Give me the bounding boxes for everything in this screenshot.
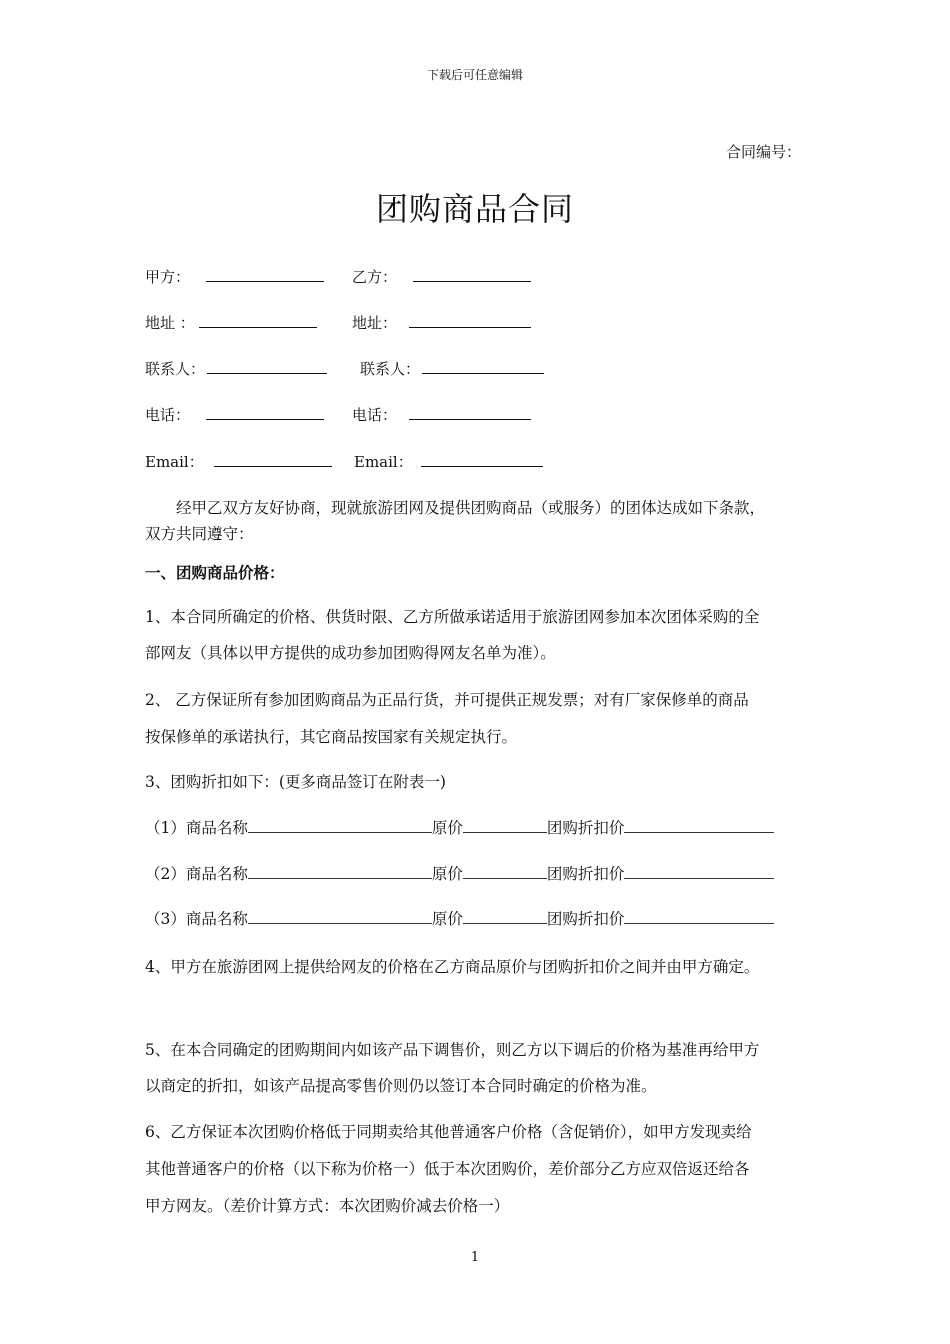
document-title: 团购商品合同 [375, 190, 574, 228]
clause-2-line-2: 按保修单的承诺执行，其它商品按国家有关规定执行。 [145, 728, 518, 746]
product-name-blank [248, 908, 432, 924]
email-a-label: Email： [145, 453, 204, 471]
clause-3-line: 3、团购折扣如下：(更多商品签订在附表一) [145, 773, 446, 791]
address-a-label: 地址 ： [145, 314, 195, 332]
clause-1-line-1: 1、本合同所确定的价格、供货时限、乙方所做承诺适用于旅游团网参加本次团体采购的全 [145, 608, 760, 626]
clause-2-line-1: 2、 乙方保证所有参加团购商品为正品行货，并可提供正规发票；对有厂家保修单的商品 [145, 691, 749, 709]
product-name-label: 商品名称 [185, 819, 248, 837]
discount-item [145, 816, 774, 838]
contact-a-label: 联系人： [145, 360, 206, 378]
discount-item-index: （3） [145, 910, 186, 928]
discount-price-blank [624, 817, 774, 833]
party-a-field [145, 266, 324, 287]
product-name-blank [248, 863, 432, 879]
discount-price-label: 团购折扣价 [546, 819, 625, 837]
intro-line-2: 双方共同遵守： [145, 525, 254, 543]
phone-b-field [352, 404, 531, 425]
contact-a-field [145, 358, 327, 379]
clause-6-line-1: 6、乙方保证本次团购价格低于同期卖给其他普通客户价格（含促销价），如甲方发现卖给 [145, 1123, 752, 1141]
phone-b-label: 电话： [352, 406, 398, 424]
phone-a-blank [206, 418, 324, 420]
original-price-blank [463, 908, 547, 924]
discount-price-blank [624, 908, 774, 924]
address-a-blank [199, 326, 317, 328]
phone-a-label: 电话： [145, 406, 191, 424]
discount-item-index: （2） [145, 865, 186, 883]
discount-price-label: 团购折扣价 [546, 910, 625, 928]
email-b-label: Email： [354, 453, 413, 471]
original-price-label: 原价 [431, 865, 463, 883]
clause-1-line-2: 部网友（具体以甲方提供的成功参加团购得网友名单为准）。 [145, 644, 556, 662]
discount-price-blank [624, 863, 774, 879]
clause-6-line-2: 其他普通客户的价格（以下称为价格一）低于本次团购价，差价部分乙方应双倍返还给各 [145, 1160, 750, 1178]
clause-5-line-2: 以商定的折扣，如该产品提高零售价则仍以签订本合同时确定的价格为准。 [145, 1077, 657, 1095]
contact-b-label: 联系人： [360, 360, 421, 378]
phone-b-blank [409, 418, 531, 420]
discount-item [145, 907, 774, 929]
page-number: 1 [470, 1250, 480, 1265]
email-b-field [354, 451, 543, 472]
party-b-label: 乙方： [352, 268, 398, 286]
product-name-blank [248, 817, 432, 833]
section-1-heading: 一、团购商品价格： [145, 563, 285, 582]
discount-item-index: （1） [145, 819, 186, 837]
original-price-blank [463, 817, 547, 833]
clause-5-line-1: 5、在本合同确定的团购期间内如该产品下调售价，则乙方以下调后的价格为基准再给甲方 [145, 1041, 760, 1059]
discount-price-label: 团购折扣价 [546, 865, 625, 883]
party-b-field [352, 266, 531, 287]
header-note: 下载后可任意编辑 [426, 68, 523, 82]
product-name-label: 商品名称 [185, 910, 248, 928]
original-price-blank [463, 863, 547, 879]
contract-number-label: 合同编号： [726, 143, 802, 161]
clause-6-line-3: 甲方网友。（差价计算方式：本次团购价减去价格一） [145, 1197, 510, 1215]
party-a-blank [206, 280, 324, 282]
discount-item [145, 862, 774, 884]
clause-4-line: 4、甲方在旅游团网上提供给网友的价格在乙方商品原价与团购折扣价之间并由甲方确定。 [145, 958, 760, 976]
address-b-blank [409, 326, 531, 328]
email-b-blank [421, 465, 543, 467]
address-b-label: 地址： [352, 314, 398, 332]
intro-line-1: 经甲乙双方友好协商，现就旅游团网及提供团购商品（或服务）的团体达成如下条款， [176, 499, 766, 517]
contact-b-field [360, 358, 544, 379]
party-b-blank [413, 280, 531, 282]
address-a-field [145, 312, 317, 333]
contact-b-blank [422, 372, 544, 374]
phone-a-field [145, 404, 324, 425]
email-a-field [145, 451, 332, 472]
contact-a-blank [207, 372, 327, 374]
original-price-label: 原价 [431, 819, 463, 837]
original-price-label: 原价 [431, 910, 463, 928]
address-b-field [352, 312, 531, 333]
product-name-label: 商品名称 [185, 865, 248, 883]
party-a-label: 甲方： [145, 268, 191, 286]
email-a-blank [214, 465, 332, 467]
